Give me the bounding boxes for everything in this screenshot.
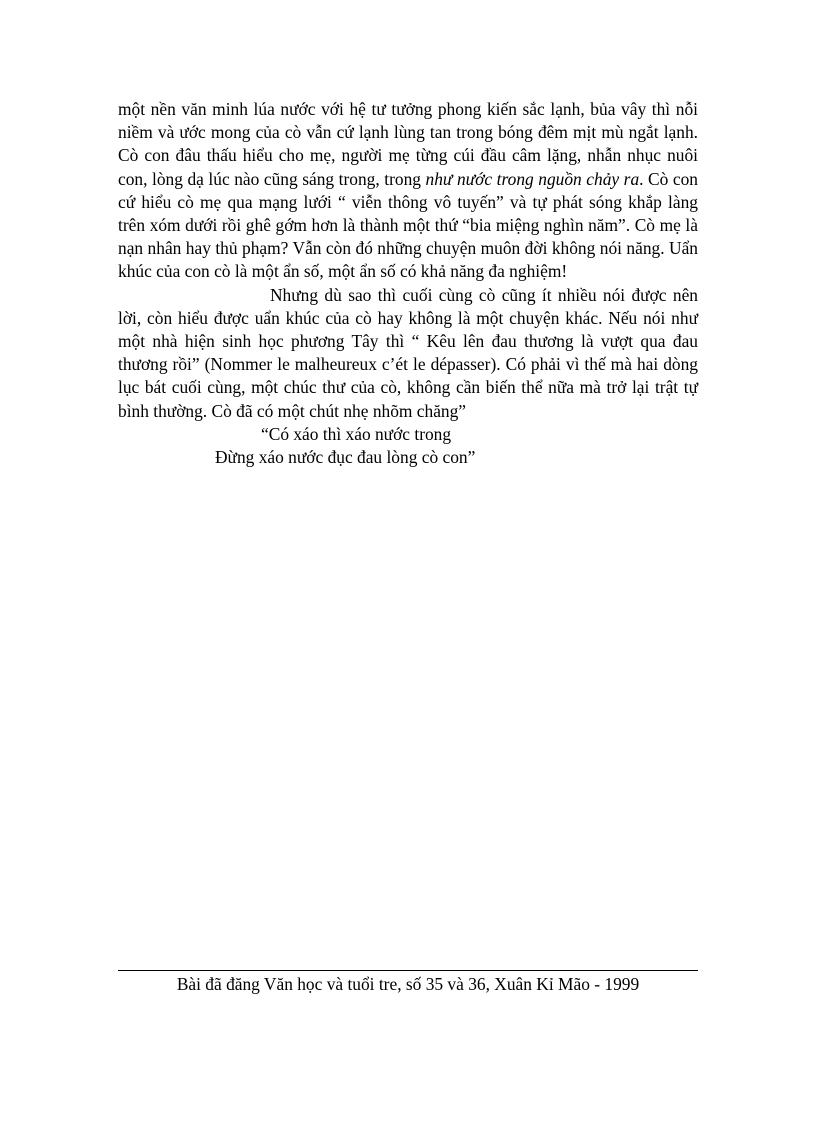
paragraph-1-italic-phrase: như nước trong nguồn chảy ra bbox=[425, 168, 640, 189]
footer-divider bbox=[118, 970, 698, 971]
footer-note: Bài đã đăng Văn học và tuổi tre, số 35 và 36, Xuân Kỉ Mão - 1999 bbox=[176, 974, 640, 994]
paragraph-1-text-start: một nền văn minh lúa nước với hệ tư tưởng phong kiến sắc lạnh, bủa vây thì nỗi niềm và ước mong của cò vẫn cứ lạnh lùng tan trong bóng đêm mịt mù ngắt lạnh. Cò con đâu thấu hiểu cho mẹ, người mẹ từng cúi đầu câm lặng, nhẫn nhục nuôi con, lòng dạ lúc nào cũng sáng trong, trong bbox=[118, 99, 698, 189]
paragraph-1-text-end: . Cò con cứ hiểu cò mẹ qua mạng lưới “ viễn thông vô tuyến” và tự phát sóng khắp làng trên xóm dưới rồi ghê gớm hơn là thành một thứ “bia miệng nghìn năm”. Cò mẹ là nạn nhân hay thủ phạm? Vẫn còn đó những chuyện muôn đời không nói năng. Uẩn khúc của con cò là một ẩn số, một ẩn số có khả năng đa nghiệm! bbox=[118, 168, 698, 282]
paragraph-2: Nhưng dù sao thì cuối cùng cò cũng ít nhiều nói được nên lời, còn hiểu được uẩn khúc của cò hay không là một chuyện khác. Nếu nói như một nhà hiện sinh học phương Tây thì “ Kêu lên đau thương là vượt qua đau thương rồi” (Nommer le malheureux c’ét le dépasser). Có phải vì thế mà hai dòng lục bát cuối cùng, một chúc thư của cò, không cần biến thể nữa mà trở lại trật tự bình thường. Cò đã có một chút nhẹ nhõm chăng” bbox=[118, 284, 698, 421]
verse-line-2: Đừng xáo nước đục đau lòng cò con” bbox=[215, 447, 476, 468]
verse-line-1: “Có xáo thì xáo nước trong bbox=[261, 423, 452, 444]
body-text bbox=[118, 98, 698, 469]
paragraph-1 bbox=[118, 98, 698, 284]
